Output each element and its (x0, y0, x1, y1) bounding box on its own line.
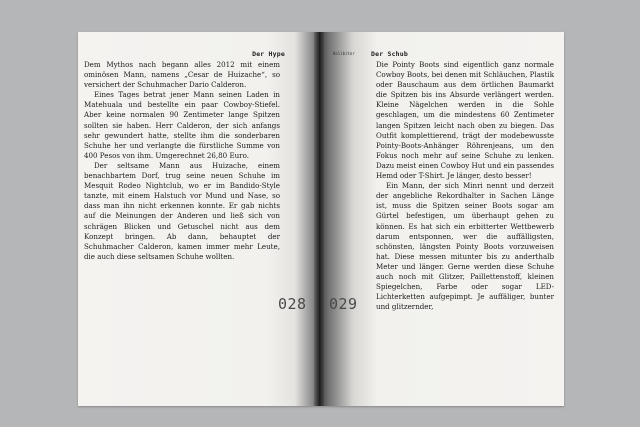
book-spine-shadow (314, 32, 324, 406)
left-running-head: Der Hype (252, 50, 285, 58)
left-page-number: 028 (278, 295, 307, 313)
right-running-head: Der Schub (371, 50, 409, 58)
open-magazine-spread (78, 32, 564, 406)
right-page-number: 029 (329, 295, 358, 313)
left-text-column (84, 60, 280, 262)
right-paragraph-1: Die Pointy Boots sind eigentlich ganz normale Cowboy Boots, bei denen mit Schläuchen, Plastik oder Bauschaum aus dem örtlichen Baumarkt die Spitzen bis ins Absurde verlängert werden. Kleine Nägelchen werden in die Sohle geschlagen, um die mindestens 60 Zentimeter langen Spitzen leicht nach oben zu biegen. Das Outfit komplettierend, trägt der modebewusste Pointy-Boots-Anhänger Röhrenjeans, um den Fokus noch mehr auf seine Schuhe zu lenken. Dazu meist einen Cowboy Hut und ein passendes Hemd oder T-Shirt. Je länger, desto besser! (376, 60, 554, 181)
left-paragraph-3: Der seltsame Mann aus Huizache, einem benachbartem Dorf, trug seine neuen Schuhe im Mesquit Rodeo Nightclub, wo er im Bandido-Style tanzte, mit einem Halstuch vor Mund und Nase, so dass man ihn nicht erkennen konnte. Er gab nichts auf die Meinungen der Anderen und ließ sich von schrägen Blicken und Getuschel nicht aus dem Konzept bringen. Ab dann, behauptet der Schuhmacher Calderon, kamen immer mehr Leute, die auch diese seltsamen Schuhe wollten. (84, 160, 280, 261)
right-text-column (376, 60, 554, 312)
left-paragraph-2: Eines Tages betrat jener Mann seinen Laden in Matehuala und bestellte ein paar Cowboy-Stiefel. Aber keine normalen 90 Zentimeter lange Spitzen sollten sie haben. Herr Calderon, der sich anfangs sehr gewundert hatte, stellte ihm die sonderbaren Schuhe her und verlangte die fürstliche Summe von 400 Pesos von ihm. Umgerechnet 26,80 Euro. (84, 90, 280, 160)
left-paragraph-1: Dem Mythos nach begann alles 2012 mit einem ominösen Mann, namens „Cesar de Huizache“, so versichert der Schuhmacher Dario Calderon. (84, 60, 280, 90)
left-page (78, 32, 319, 406)
right-paragraph-2: Ein Mann, der sich Minri nennt und derzeit der angebliche Rekordhalter in Sachen Länge ist, muss die Spitzen seiner Boots sogar am Gürtel befestigen, um überhaupt gehen zu können. Es hat sich ein erbitterter Wettbewerb darum entsponnen, wer die auffälligsten, schönsten, längsten Pointy Boots vorzuweisen hat. Diese messen mitunter bis zu anderthalb Meter und länger. Gerne werden diese Schuhe auch noch mit Glitzer, Paillettenstoff, kleinen Spiegelchen, Farbe oder sogar LED-Lichterketten aufgepimpt. Je auffäliger, bunter und glitzernder, (376, 181, 554, 312)
right-small-head: Kolibitor (333, 51, 355, 56)
right-page (319, 32, 564, 406)
